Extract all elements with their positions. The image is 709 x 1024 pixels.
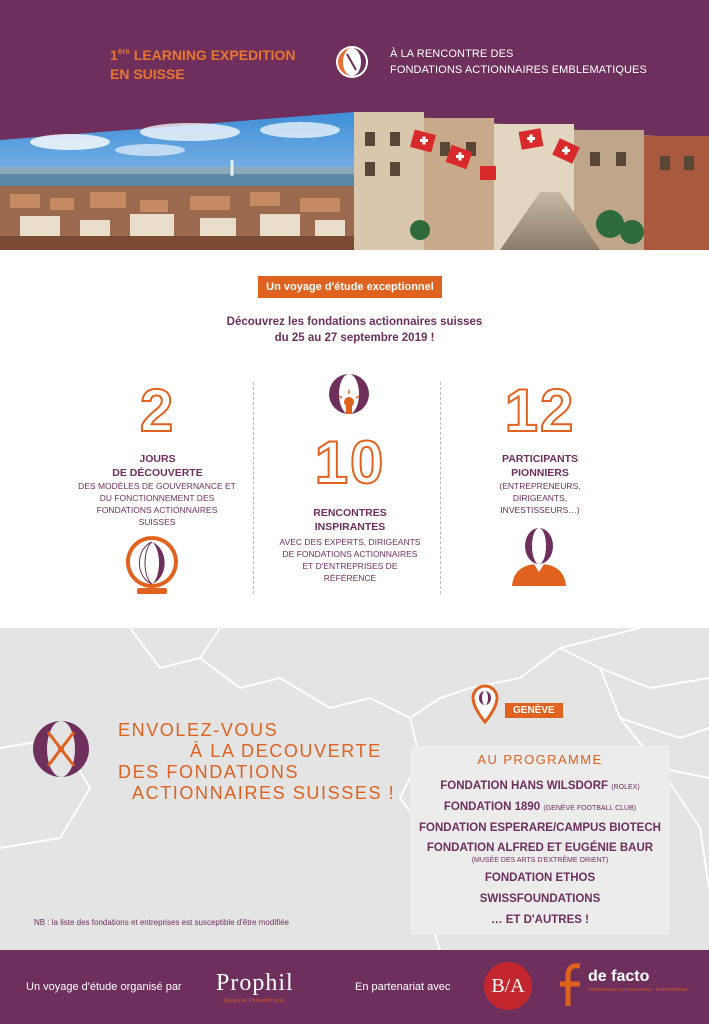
intro-text-line2: du 25 au 27 septembre 2019 !	[274, 332, 435, 344]
program-item: … ET D'AUTRES !	[491, 914, 589, 926]
stat-number: 2	[139, 377, 176, 444]
defacto-f-logo-icon	[558, 962, 586, 1008]
expedition-subtitle: À LA RENCONTRE DES FONDATIONS ACTIONNAIRES EMBLEMATIQUES	[390, 48, 647, 76]
prophil-logo: Prophil	[216, 970, 294, 996]
program-box	[410, 746, 670, 934]
defacto-logo: de facto	[588, 968, 650, 985]
participant-person-icon	[508, 526, 570, 586]
program-item-note: (MUSÉE DES ARTS D'EXTRÊME ORIENT)	[471, 857, 609, 864]
program-title: AU PROGRAMME	[477, 752, 603, 767]
partnership-text: En partenariat avec	[355, 981, 451, 993]
stat-title: RENCONTRES INSPIRANTES	[313, 507, 387, 533]
stat-title: JOURS DE DÉCOUVERTE	[112, 453, 203, 479]
program-item: FONDATION ALFRED ET EUGÉNIE BAUR	[426, 842, 654, 854]
intro-text-line1: Découvrez les fondations actionnaires suisses	[226, 316, 483, 328]
globe-icon	[123, 534, 181, 596]
compass-icon	[30, 718, 92, 780]
expedition-title: 1ère LEARNING EXPEDITION EN SUISSE	[110, 47, 296, 82]
stat-number: 12	[504, 377, 576, 444]
stat-title: PARTICIPANTS PIONNIERS	[501, 453, 579, 479]
stats-divider	[253, 382, 254, 594]
ba-logo: B/A	[484, 962, 532, 1010]
program-item: FONDATION 1890 (GENÈVE FOOTBALL CLUB)	[443, 801, 637, 813]
tagline-badge: Un voyage d'étude exceptionnel	[258, 276, 442, 298]
program-item: SWISSFOUNDATIONS	[479, 893, 601, 905]
geneva-city-label: GENÈVE	[505, 703, 563, 718]
program-item: FONDATION HANS WILSDORF (ROLEX)	[440, 780, 640, 792]
switzerland-photo-banner	[0, 112, 709, 250]
geneva-map-pin-icon	[470, 684, 500, 724]
stat-description: AVEC DES EXPERTS, DIRIGEANTS DE FONDATIONS ACTIONNAIRES ET D'ENTREPRISES DE RÉFÉRENCE	[279, 537, 421, 583]
program-item: FONDATION ETHOS	[484, 872, 596, 884]
stat-number: 10	[314, 429, 386, 496]
disclaimer-note: NB : la liste des fondations et entreprises est susceptible d'être modifiée	[34, 918, 289, 927]
lightbulb-icon	[324, 372, 374, 422]
stat-description: (ENTREPRENEURS, DIRIGEANTS, INVESTISSEURS…)	[499, 481, 581, 515]
compass-logo-icon	[334, 44, 370, 80]
organized-by-text: Un voyage d'étude organisé par	[26, 981, 182, 993]
defacto-logo-tagline: FONDATIONS ACTIONNAIRES · ENTREPRISES	[588, 987, 688, 992]
stats-divider	[440, 382, 441, 594]
stat-description: DES MODÈLES DE GOUVERNANCE ET DU FONCTIONNEMENT DES FONDATIONS ACTIONNAIRES SUISSES	[78, 481, 236, 527]
program-item: FONDATION ESPERARE/CAMPUS BIOTECH	[419, 822, 661, 834]
prophil-logo-tagline: Sagesse Philanthropie	[224, 998, 285, 1004]
envolez-headline: ENVOLEZ-VOUS À LA DECOUVERTE DES FONDATIONS ACTIONNAIRES SUISSES !	[118, 720, 396, 803]
